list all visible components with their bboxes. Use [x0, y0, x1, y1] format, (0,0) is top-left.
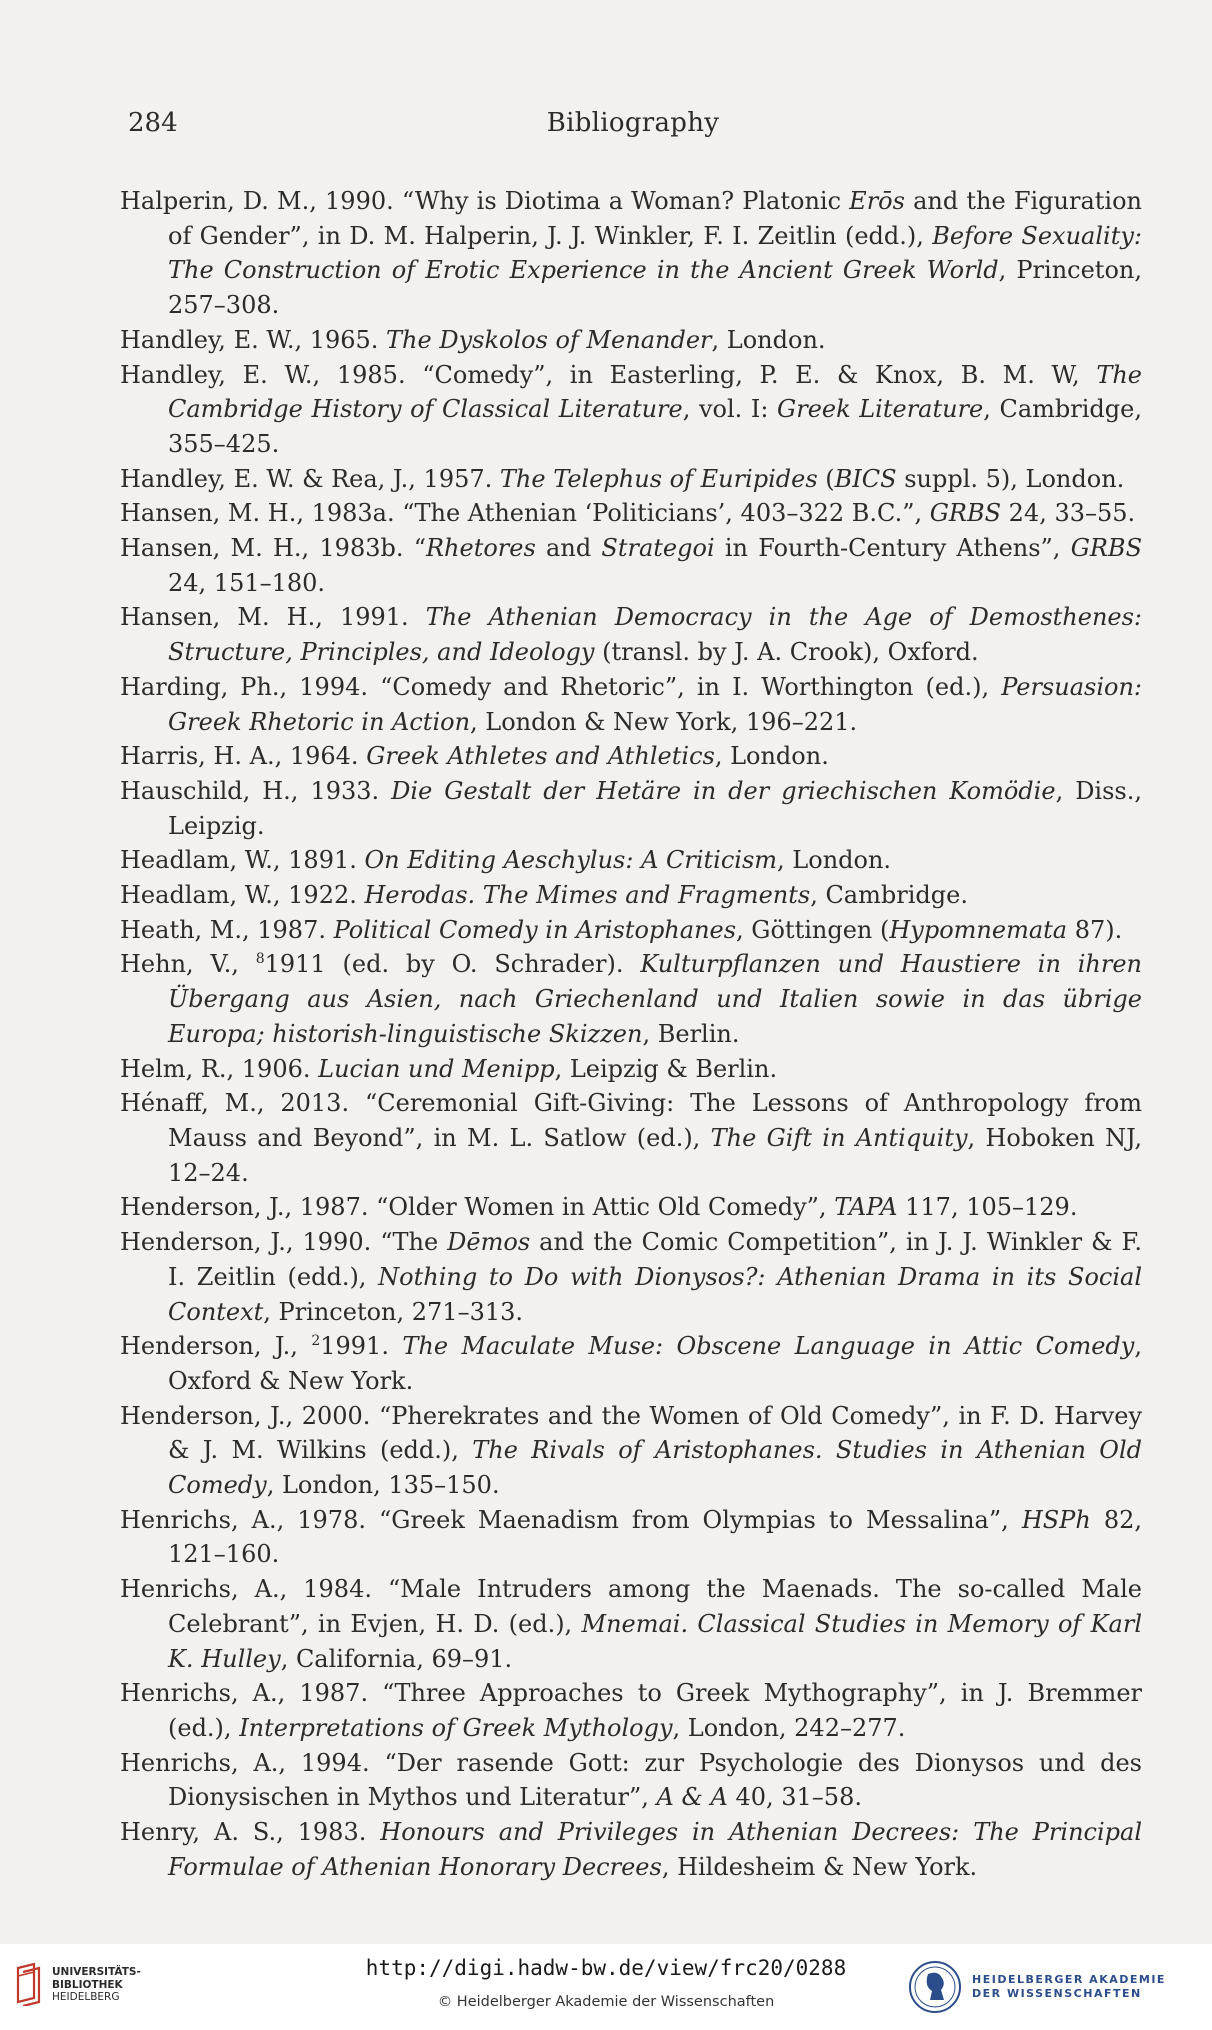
entry-text: , Princeton, 271–313.	[263, 1297, 524, 1326]
entry-title-text: Strategoi	[601, 534, 715, 563]
library-name-line3: HEIDELBERG	[52, 1991, 120, 2003]
entry-text: , Cambridge, 355–425.	[168, 395, 1142, 458]
entry-text: Hansen, M. H., 1991.	[120, 603, 426, 632]
bibliography-entry	[120, 1746, 1142, 1815]
entry-text: Halperin, D. M., 1990. “Why is Diotima a Woman? Platonic	[120, 187, 850, 215]
entry-text: 24, 33–55.	[1001, 499, 1136, 528]
bibliography-entry	[120, 531, 1142, 600]
digital-copy-url[interactable]: http://digi.hadw-bw.de/view/frc20/0288	[365, 1956, 847, 1980]
entry-title-text: Die Gestalt der Hetäre in der griechischen Komödie	[391, 776, 1056, 805]
entry-title-text: Political Comedy in Aristophanes	[333, 915, 737, 944]
entry-title-text: HSPh	[1021, 1505, 1091, 1534]
entry-text: Handley, E. W., 1985. “Comedy”, in Easterling, P. E. & Knox, B. M. W,	[120, 360, 1097, 389]
library-name-line2: BIBLIOTHEK	[52, 1978, 123, 1991]
entry-text: 117, 105–129.	[897, 1193, 1078, 1222]
academy-emblem-icon	[908, 1960, 962, 2014]
entry-title-text: Persuasion: Greek Rhetoric in Action	[168, 672, 1142, 736]
bibliography-entry	[120, 843, 1142, 878]
entry-text: 24, 151–180.	[168, 568, 326, 597]
entry-text: , Diss., Leipzig.	[168, 776, 1142, 840]
entry-title-text: GRBS	[929, 499, 1002, 528]
entry-title-text: The Maculate Muse: Obscene Language in Attic Comedy	[402, 1332, 1135, 1361]
entry-title-text: Kulturpflanzen und Haustiere in ihren Übergang aus Asien, nach Griechenland und Italien sowie in das übrige Europa; historish-linguistische Skizzen	[168, 950, 1143, 1048]
entry-title-text: The Rivals of Aristophanes. Studies in Athenian Old Comedy	[168, 1436, 1142, 1500]
library-name-line1: UNIVERSITÄTS-	[52, 1966, 141, 1978]
bibliography-entry	[120, 670, 1142, 739]
entry-title-text: Rhetores	[425, 534, 536, 563]
entry-text: Henry, A. S., 1983.	[120, 1818, 381, 1847]
bibliography-entry	[120, 358, 1142, 462]
bibliography-entry	[120, 1815, 1142, 1884]
entry-text: 82, 121–160.	[168, 1505, 1143, 1569]
entry-text: Henrichs, A., 1978. “Greek Maenadism from Olympias to Messalina”,	[120, 1505, 1022, 1534]
entry-text: Henderson, J., 1987. “Older Women in Attic Old Comedy”,	[120, 1193, 835, 1222]
page-number: 284	[128, 108, 178, 138]
entry-text: suppl. 5), London.	[896, 464, 1125, 493]
entry-title-text: Interpretations of Greek Mythology	[239, 1713, 673, 1742]
entry-text: , London, 242–277.	[672, 1713, 906, 1742]
entry-text: Hauschild, H., 1933.	[120, 776, 392, 805]
entry-text: 8	[255, 951, 265, 968]
entry-text: Henderson, J., 1990. “The	[120, 1228, 448, 1257]
entry-text: , vol. I:	[682, 395, 778, 424]
entry-text: , California, 69–91.	[280, 1644, 513, 1673]
entry-text: , London & New York, 196–221.	[470, 707, 858, 736]
entry-text: 1911 (ed. by O. Schrader).	[264, 950, 641, 979]
bibliography-entry	[120, 1399, 1142, 1503]
entry-text: (transl. by J. A. Crook), Oxford.	[594, 638, 979, 667]
entry-title-text: Before Sexuality: The Construction of Erotic Experience in the Ancient Greek World	[168, 221, 1142, 285]
entry-title-text: A & A	[656, 1783, 728, 1812]
entry-text: Harris, H. A., 1964.	[120, 742, 367, 771]
bibliography-entry	[120, 774, 1142, 843]
entry-text: 40, 31–58.	[727, 1783, 862, 1812]
entry-text: , Oxford & New York.	[168, 1332, 1142, 1395]
entry-title-text: Honours and Privileges in Athenian Decrees: The Principal Formulae of Athenian Honorary Decrees	[168, 1818, 1143, 1881]
entry-title-text: TAPA	[834, 1193, 898, 1222]
entry-text: and the Comic Competition”, in J. J. Winkler & F. I. Zeitlin (edd.),	[168, 1228, 1143, 1291]
entry-text: Hansen, M. H., 1983b. “	[120, 534, 426, 563]
bibliography-entry	[120, 878, 1142, 913]
entry-text: Harding, Ph., 1994. “Comedy and Rhetoric”, in I. Worthington (ed.),	[120, 672, 1002, 701]
entry-title-text: The Gift in Antiquity	[710, 1123, 968, 1152]
academy-name-line1: HEIDELBERGER AKADEMIE	[972, 1973, 1166, 1986]
academy-name-line2: DER WISSENSCHAFTEN	[972, 1987, 1142, 2000]
entry-title-text: Nothing to Do with Dionysos?: Athenian Drama in its Social Context	[168, 1262, 1142, 1326]
entry-text: , London, 135–150.	[266, 1471, 500, 1500]
entry-title-text: Greek Literature	[777, 395, 984, 424]
entry-title-text: BICS	[834, 464, 897, 493]
entry-text: , London.	[714, 742, 829, 771]
bibliography-entry	[120, 947, 1142, 1051]
bibliography-entry	[120, 1329, 1142, 1398]
entry-text: , Göttingen (	[736, 915, 890, 944]
bibliography-entry	[120, 184, 1142, 323]
entry-text: 1991.	[320, 1332, 403, 1361]
bibliography-entry	[120, 1503, 1142, 1572]
entry-title-text: The Telephus of Euripides	[499, 464, 818, 493]
entry-title-text: Dēmos	[447, 1228, 531, 1257]
entry-text: Handley, E. W. & Rea, J., 1957.	[120, 464, 500, 493]
bibliography-entry	[120, 1052, 1142, 1087]
entry-title-text: Lucian und Menipp	[318, 1054, 555, 1083]
entry-text: Hansen, M. H., 1983a. “The Athenian ‘Politicians’, 403–322 B.C.”,	[120, 499, 930, 528]
entry-text: Heath, M., 1987.	[120, 915, 334, 944]
bibliography-entry	[120, 739, 1142, 774]
copyright-notice: © Heidelberger Akademie der Wissenschaften	[437, 1994, 775, 2010]
footer	[0, 1944, 1212, 2030]
entry-text: Henderson, J., 2000. “Pherekrates and the Women of Old Comedy”, in F. D. Harvey & J. M. Wilkins (edd.),	[120, 1401, 1142, 1465]
entry-text: , Cambridge.	[810, 881, 968, 910]
page-header	[128, 108, 1138, 148]
entry-text: , Leipzig & Berlin.	[554, 1054, 778, 1083]
entry-text: Hénaff, M., 2013. “Ceremonial Gift-Giving: The Lessons of Anthropology from Mauss and Beyond”, in M. L. Satlow (ed.),	[120, 1089, 1142, 1152]
entry-title-text: The Cambridge History of Classical Literature	[168, 360, 1142, 424]
entry-title-text: Greek Athletes and Athletics	[366, 742, 715, 771]
bibliography-entry	[120, 1190, 1142, 1225]
entry-text: 2	[311, 1333, 321, 1350]
entry-text: and	[535, 534, 602, 563]
entry-text: in Fourth-Century Athens”,	[714, 534, 1071, 563]
entry-text: Henrichs, A., 1987. “Three Approaches to Greek Mythography”, in J. Bremmer (ed.),	[120, 1679, 1142, 1742]
entry-text: , Berlin.	[642, 1019, 740, 1048]
bibliography-entry	[120, 462, 1142, 497]
running-title: Bibliography	[546, 108, 720, 138]
academy-logo[interactable]	[908, 1960, 1198, 2016]
entry-title-text: Erōs	[849, 187, 905, 215]
entry-text: Headlam, W., 1922.	[120, 881, 365, 910]
entry-title-text: The Athenian Democracy in the Age of Demosthenes: Structure, Principles, and Ideology	[168, 603, 1143, 667]
entry-text: Headlam, W., 1891.	[120, 846, 365, 875]
bibliography-entry	[120, 1086, 1142, 1190]
entry-text: , Hoboken NJ, 12–24.	[168, 1123, 1143, 1187]
entry-text: Henrichs, A., 1984. “Male Intruders among the Maenads. The so-called Male Celebrant”, in Evjen, H. D. (ed.),	[120, 1575, 1142, 1638]
entry-text: , Princeton, 257–308.	[168, 256, 1142, 320]
entry-title-text: Herodas. The Mimes and Fragments	[364, 881, 811, 910]
entry-text: , London.	[711, 325, 826, 354]
entry-text: , Hildesheim & New York.	[661, 1852, 978, 1881]
bibliography-entry	[120, 1572, 1142, 1676]
entry-text: 87).	[1067, 915, 1123, 944]
entry-text: , London.	[777, 846, 892, 875]
bibliography-list	[120, 184, 1142, 1884]
entry-text: Hehn, V.,	[120, 950, 256, 979]
bibliography-entry	[120, 1676, 1142, 1745]
entry-text: Helm, R., 1906.	[120, 1054, 319, 1083]
bibliography-entry	[120, 913, 1142, 948]
entry-title-text: On Editing Aeschylus: A Criticism	[364, 846, 778, 875]
bibliography-entry	[120, 1225, 1142, 1329]
entry-title-text: Hypomnemata	[889, 915, 1068, 944]
entry-text: and the Figuration of Gender”, in D. M. Halperin, J. J. Winkler, F. I. Zeitlin (edd.),	[168, 187, 1142, 250]
entry-title-text: GRBS	[1070, 534, 1143, 563]
entry-text: Henrichs, A., 1994. “Der rasende Gott: zur Psychologie des Dionysos und des Dionysischen in Mythos und Literatur”,	[120, 1748, 1142, 1812]
bibliography-entry	[120, 600, 1142, 669]
bibliography-entry	[120, 496, 1142, 531]
entry-text: Henderson, J.,	[120, 1332, 312, 1361]
entry-title-text: Mnemai. Classical Studies in Memory of Karl K. Hulley	[168, 1609, 1142, 1673]
entry-title-text: The Dyskolos of Menander	[386, 325, 712, 354]
entry-text: Handley, E. W., 1965.	[120, 325, 387, 354]
bibliography-entry	[120, 323, 1142, 358]
entry-text: (	[817, 464, 835, 493]
